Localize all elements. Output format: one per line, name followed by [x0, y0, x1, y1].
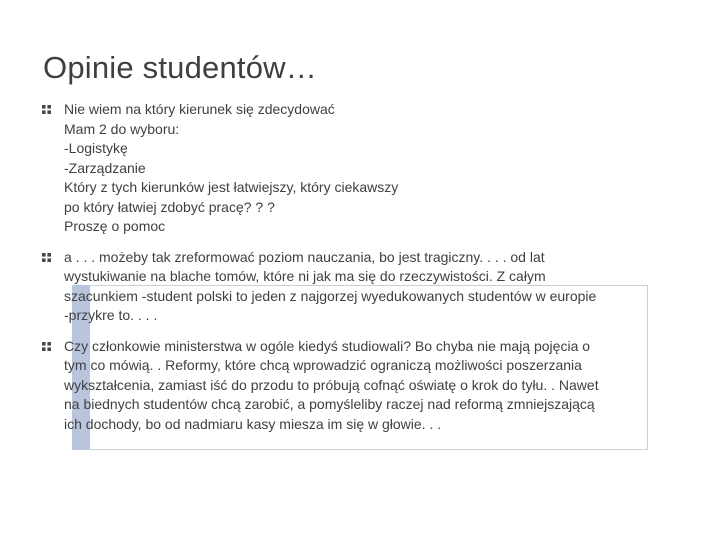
bullet-list	[42, 100, 682, 445]
four-diamond-bullet-icon	[42, 105, 51, 114]
bullet-item	[42, 337, 682, 435]
four-diamond-bullet-icon	[42, 342, 51, 351]
slide-title: Opinie studentów…	[43, 50, 317, 85]
bullet-line: szacunkiem -student polski to jeden z najgorzej wyedukowanych studentów w europie	[64, 287, 597, 304]
bullet-item	[42, 100, 682, 237]
bullet-line: -Zarządzanie	[64, 159, 146, 176]
bullet-line: wykształcenia, zamiast iść do przodu to próbują cofnąć oświatę o krok do tyłu. . Nawet	[64, 376, 599, 393]
bullet-line: wystukiwanie na blache tomów, które ni jak ma się do rzeczywistości. Z całym	[64, 268, 546, 284]
bullet-line: tym co mówią. . Reformy, które chcą wprowadzić ograniczą możliwości poszerzania	[64, 357, 582, 373]
bullet-line: Czy członkowie ministerstwa w ogóle kiedyś studiowali? Bo chyba nie mają pojęcia o	[64, 337, 591, 354]
bullet-line: Nie wiem na który kierunek się zdecydować	[64, 101, 335, 117]
bullet-line: a . . . możeby tak zreformować poziom nauczania, bo jest tragiczny. . . . od lat	[64, 248, 545, 265]
bullet-line: na biednych studentów chcą zarobić, a pomyśleliby raczej nad reformą zmniejszającą	[64, 396, 595, 412]
bullet-line: -przykre to. . . .	[64, 307, 158, 323]
four-diamond-bullet-icon	[42, 253, 51, 262]
bullet-item	[42, 248, 682, 326]
bullet-line: -Logistykę	[64, 140, 128, 156]
bullet-line: Mam 2 do wyboru:	[64, 120, 180, 137]
bullet-line: ich dochody, bo od nadmiaru kasy miesza im się w głowie. . .	[64, 415, 442, 432]
bullet-line: Który z tych kierunków jest łatwiejszy, który ciekawszy	[64, 179, 399, 195]
bullet-line: Proszę o pomoc	[64, 218, 166, 234]
bullet-line: po który łatwiej zdobyć pracę? ? ?	[64, 198, 275, 215]
